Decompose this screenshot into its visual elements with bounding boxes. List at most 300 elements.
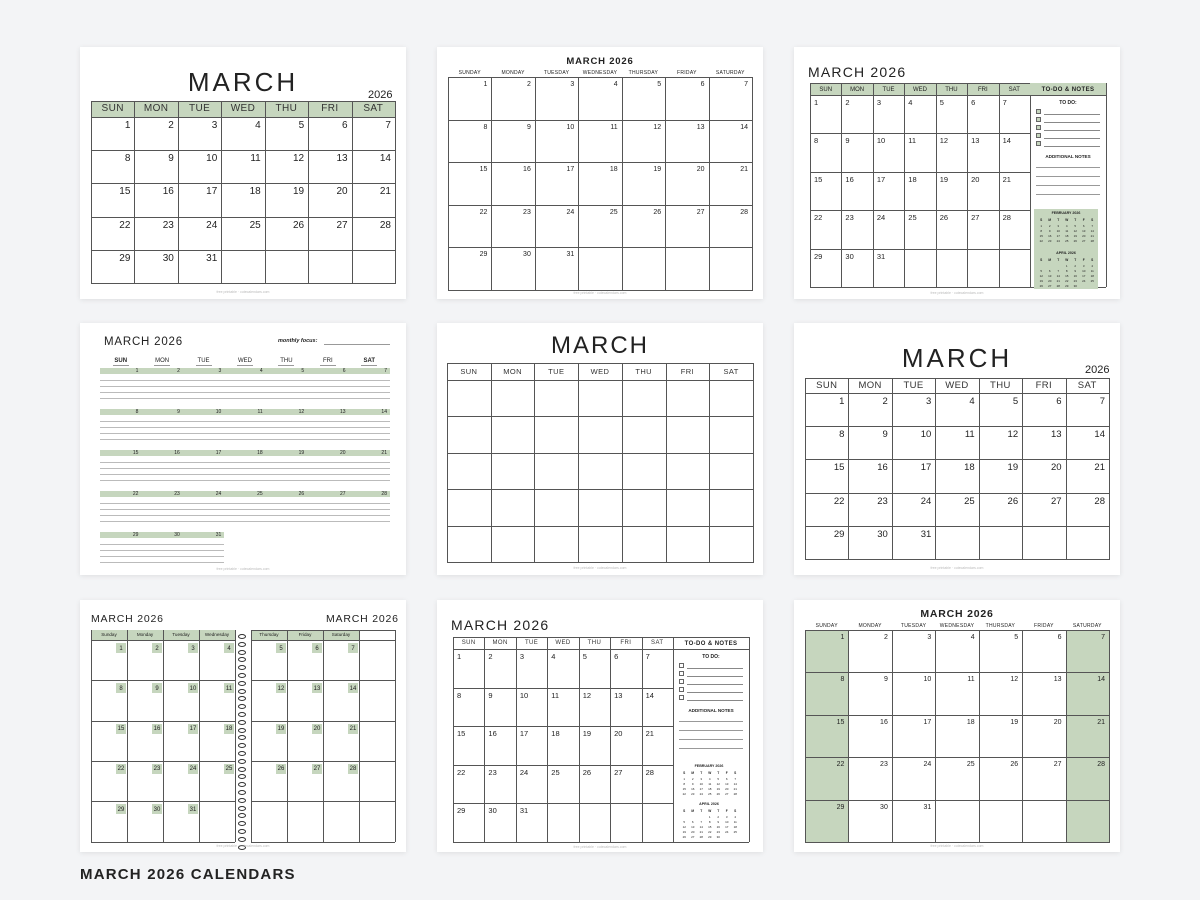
date-number: 27 — [614, 767, 623, 777]
weekday-label: MON — [850, 86, 865, 93]
date-number: 29 — [117, 806, 125, 813]
date-number: 10 — [923, 676, 932, 684]
date-number: 28 — [379, 219, 391, 231]
mini-date: 8 — [1040, 229, 1043, 233]
date-number: 2 — [882, 396, 888, 407]
mini-date: 28 — [1056, 284, 1060, 288]
date-number: 26 — [277, 766, 285, 773]
weekday-label: WED — [590, 366, 610, 376]
mini-date: 2 — [1048, 224, 1051, 228]
date-number: 11 — [257, 409, 263, 415]
date-number: 22 — [132, 491, 139, 497]
grid-line — [448, 162, 752, 163]
date-number: 22 — [119, 219, 131, 231]
date-number: 25 — [966, 761, 975, 769]
grid-line — [448, 205, 752, 206]
mini-weekday: T — [700, 809, 703, 813]
weekday-label: TUE — [197, 358, 210, 364]
grid-line — [892, 378, 893, 560]
calendar-card — [794, 600, 1120, 852]
weekday-label: SUNDAY — [458, 69, 481, 76]
mini-weekday: M — [691, 771, 695, 775]
weekday-label: SAT — [651, 640, 664, 646]
date-number: 6 — [700, 81, 705, 88]
grid-line — [810, 83, 1030, 84]
mini-date: 30 — [716, 835, 720, 839]
weekday-label: WED — [555, 640, 571, 646]
date-number: 16 — [845, 174, 854, 184]
month-title: MARCH 2026 — [326, 613, 399, 625]
weekday-label: Monday — [136, 632, 154, 637]
mini-date: 1 — [1065, 264, 1068, 268]
date-number: 25 — [257, 491, 263, 497]
writing-line — [100, 521, 390, 522]
grid-line — [447, 380, 753, 381]
mini-date: 23 — [691, 792, 695, 796]
mini-weekday: W — [708, 771, 712, 775]
grid-line — [453, 842, 673, 843]
date-number: 10 — [876, 136, 886, 146]
month-title: MARCH 2026 — [104, 336, 183, 348]
date-number: 7 — [384, 368, 387, 374]
grid-line — [453, 637, 673, 638]
notes-line — [679, 748, 743, 749]
mini-date: 7 — [1057, 269, 1060, 273]
date-number: 22 — [836, 761, 845, 769]
weekday-label: SATURDAY — [1072, 622, 1102, 629]
calendar-card — [794, 323, 1120, 575]
grid-line — [447, 363, 753, 364]
date-number: 31 — [920, 528, 932, 540]
mini-date: 21 — [1090, 234, 1094, 238]
mini-date: 10 — [1082, 269, 1086, 273]
grid-line — [251, 761, 395, 762]
date-number: 11 — [225, 685, 233, 692]
spiral-ring — [238, 806, 246, 811]
mini-date: 5 — [717, 777, 720, 781]
date-number: 20 — [614, 729, 623, 739]
mini-weekday: S — [734, 771, 737, 775]
writing-line — [100, 515, 390, 516]
date-number: 14 — [1094, 429, 1105, 441]
grid-line — [447, 453, 753, 454]
mini-weekday: F — [725, 809, 728, 813]
mini-date: 7 — [700, 820, 703, 824]
mini-date: 25 — [1065, 239, 1069, 243]
date-number: 14 — [645, 690, 654, 700]
mini-date: 13 — [725, 782, 729, 786]
date-number: 19 — [1010, 718, 1019, 726]
weekday-label: MON — [858, 379, 882, 391]
date-number: 26 — [298, 491, 305, 497]
mini-date: 11 — [1090, 269, 1094, 273]
weekday-label: FRI — [323, 358, 333, 364]
grid-line — [979, 630, 980, 843]
todo-panel-border — [673, 842, 749, 843]
mini-date: 2 — [717, 815, 720, 819]
mini-date: 3 — [725, 815, 728, 819]
grid-line — [805, 378, 1109, 379]
mini-date: 16 — [716, 825, 720, 829]
date-number: 2 — [883, 634, 888, 641]
mini-weekday: S — [683, 771, 686, 775]
date-number: 5 — [657, 81, 662, 88]
grid-line — [1022, 378, 1023, 560]
date-number: 11 — [967, 676, 975, 684]
date-number: 16 — [153, 726, 161, 733]
date-number: 21 — [349, 726, 357, 733]
mini-date: 24 — [1082, 279, 1086, 283]
date-number: 12 — [277, 685, 285, 692]
spiral-ring — [238, 634, 246, 639]
date-number: 26 — [1007, 495, 1019, 507]
spiral-ring — [238, 743, 246, 748]
todo-line — [687, 684, 743, 685]
calendar-card — [794, 47, 1120, 299]
todo-checkbox — [1036, 125, 1041, 130]
date-number: 4 — [259, 368, 263, 374]
weekday-label: WED — [237, 358, 252, 364]
todo-checkbox — [1036, 117, 1041, 122]
date-number: 21 — [379, 186, 391, 198]
grid-line — [534, 363, 535, 563]
weekend-cell-fill — [1066, 800, 1109, 842]
mini-date: 17 — [699, 787, 703, 791]
todo-label: TO DO: — [702, 654, 720, 660]
grid-line — [666, 363, 667, 563]
spiral-ring — [238, 689, 246, 694]
weekday-label: MON — [492, 640, 508, 646]
mini-date: 1 — [1040, 224, 1043, 228]
grid-line — [91, 101, 395, 102]
date-number: 10 — [566, 123, 575, 131]
date-number: 24 — [215, 491, 222, 497]
mini-date: 26 — [1073, 239, 1077, 243]
spiral-ring — [238, 774, 246, 779]
footer-text: free printable · cutecalendars.com — [573, 291, 627, 295]
weekday-label: SAT — [1008, 86, 1020, 93]
date-number: 3 — [876, 98, 882, 107]
date-number: 12 — [939, 136, 949, 146]
date-number: 28 — [645, 767, 654, 777]
grid-line — [251, 630, 252, 842]
weekday-label: TUE — [882, 86, 895, 93]
date-number: 27 — [971, 213, 980, 223]
weekday-label: TUE — [903, 379, 924, 391]
date-number: 31 — [566, 251, 575, 259]
weekday-label: THU — [635, 366, 652, 376]
date-number: 24 — [920, 495, 932, 507]
date-number: 5 — [1014, 634, 1019, 641]
date-number: 11 — [964, 429, 975, 441]
mini-date: 13 — [1082, 229, 1086, 233]
mini-date: 24 — [725, 830, 729, 834]
date-number: 21 — [1094, 462, 1105, 474]
mini-date: 20 — [691, 830, 695, 834]
mini-date: 16 — [1048, 234, 1052, 238]
calendar-card — [80, 600, 406, 852]
date-number: 4 — [969, 396, 975, 407]
grid-line — [642, 637, 643, 843]
date-number: 19 — [939, 174, 949, 184]
todo-checkbox — [679, 687, 684, 692]
mini-date: 19 — [716, 787, 720, 791]
grid-line — [359, 630, 360, 842]
date-number: 17 — [189, 726, 197, 733]
date-number: 5 — [582, 652, 587, 661]
mini-date: 6 — [725, 777, 728, 781]
grid-line — [235, 630, 236, 842]
grid-line — [178, 101, 179, 284]
weekday-underline — [320, 365, 336, 366]
page-caption: MARCH 2026 CALENDARS — [80, 866, 296, 883]
date-number: 3 — [211, 120, 218, 131]
grid-line — [134, 101, 135, 284]
date-number: 2 — [526, 81, 531, 88]
date-number: 18 — [225, 726, 233, 733]
mini-weekday: S — [1040, 258, 1043, 262]
todo-panel-border — [1106, 83, 1107, 287]
grid-line — [453, 688, 673, 689]
todo-checkbox — [1036, 141, 1041, 146]
date-number: 22 — [457, 767, 466, 777]
mini-date: 22 — [1065, 279, 1069, 283]
mini-weekday: S — [1040, 218, 1043, 222]
grid-line — [810, 83, 811, 288]
grid-line — [936, 83, 937, 288]
date-number: 11 — [250, 153, 261, 165]
date-number: 10 — [189, 685, 197, 692]
mini-weekday: S — [1091, 218, 1094, 222]
grid-line — [805, 842, 1109, 843]
calendar-card — [437, 323, 763, 575]
date-number: 4 — [255, 120, 261, 131]
weekday-label: TUE — [524, 640, 539, 646]
mini-date: 15 — [682, 787, 686, 791]
date-number: 29 — [814, 251, 823, 261]
date-number: 28 — [1002, 213, 1011, 223]
monthly-focus-line — [324, 344, 390, 345]
date-number: 26 — [1010, 761, 1019, 769]
date-number: 2 — [845, 98, 850, 107]
date-number: 13 — [313, 685, 321, 692]
mini-date: 18 — [733, 825, 737, 829]
date-number: 14 — [381, 409, 387, 415]
calendar-card — [437, 47, 763, 299]
date-number: 25 — [609, 208, 618, 216]
date-number: 14 — [1097, 676, 1105, 684]
mini-weekday: M — [1048, 258, 1052, 262]
date-number: 24 — [876, 213, 886, 223]
grid-line — [1022, 630, 1023, 843]
date-number: 1 — [814, 98, 819, 107]
mini-date: 25 — [1090, 279, 1094, 283]
date-number: 5 — [1012, 396, 1019, 407]
date-number: 13 — [336, 153, 348, 165]
todo-line — [1044, 138, 1100, 139]
date-number: 18 — [551, 729, 560, 739]
weekday-label: SUN — [114, 358, 128, 364]
mini-date: 27 — [725, 792, 729, 796]
weekday-label: SAT — [363, 103, 384, 114]
date-number: 14 — [379, 153, 391, 165]
date-number: 10 — [215, 409, 222, 415]
date-number: 28 — [381, 491, 387, 497]
grid-line — [709, 363, 710, 563]
mini-weekday: T — [717, 771, 720, 775]
grid-line — [265, 101, 266, 284]
weekday-label: Sunday — [101, 632, 117, 637]
spiral-ring — [238, 728, 246, 733]
grid-line — [805, 559, 1109, 560]
grid-line — [453, 803, 673, 804]
date-number: 22 — [117, 766, 125, 773]
mini-date: 14 — [1056, 274, 1060, 278]
date-number: 17 — [876, 174, 886, 184]
grid-line — [91, 283, 395, 284]
date-number: 17 — [920, 462, 932, 474]
weekday-label: SAT — [363, 358, 376, 364]
mini-weekday: W — [708, 809, 712, 813]
grid-line — [91, 640, 235, 641]
mini-date: 3 — [700, 777, 703, 781]
grid-line — [1066, 378, 1067, 560]
weekday-label: THURSDAY — [985, 622, 1016, 629]
grid-line — [447, 363, 448, 563]
weekday-label: WEDNESDAY — [582, 69, 618, 76]
spiral-ring — [238, 704, 246, 709]
date-number: 13 — [696, 123, 705, 131]
date-number: 26 — [582, 767, 592, 777]
todo-panel-border — [673, 637, 674, 842]
grid-line — [287, 630, 288, 842]
mini-date: 23 — [1073, 279, 1077, 283]
writing-line — [100, 562, 224, 563]
grid-line — [352, 101, 353, 284]
weekday-label: THURSDAY — [628, 69, 659, 76]
grid-line — [805, 393, 1109, 394]
date-number: 4 — [551, 652, 556, 661]
writing-line — [100, 427, 390, 428]
spiral-ring — [238, 798, 246, 803]
date-number: 24 — [566, 208, 575, 216]
grid-line — [935, 378, 936, 560]
mini-date: 16 — [1073, 274, 1077, 278]
mini-weekday: T — [1074, 258, 1077, 262]
mini-weekday: S — [683, 809, 686, 813]
spiral-ring — [238, 767, 246, 772]
grid-line — [251, 721, 395, 722]
todo-line — [687, 700, 743, 701]
grid-line — [848, 378, 849, 560]
writing-line — [100, 468, 390, 469]
grid-line — [979, 378, 980, 560]
date-number: 20 — [313, 726, 321, 733]
date-number: 2 — [177, 368, 180, 374]
date-number: 28 — [1097, 761, 1105, 769]
mini-date: 24 — [699, 792, 703, 796]
spiral-ring — [238, 673, 246, 678]
mini-weekday: S — [1091, 258, 1094, 262]
mini-date: 14 — [699, 825, 703, 829]
grid-line — [453, 765, 673, 766]
grid-line — [999, 83, 1000, 288]
weekday-label: WED — [230, 103, 256, 114]
grid-line — [516, 637, 517, 843]
weekday-label: SAT — [1077, 379, 1097, 391]
footer-text: free printable · cutecalendars.com — [216, 567, 270, 571]
mini-date: 9 — [1074, 269, 1077, 273]
grid-line — [810, 95, 1030, 96]
month-title: MARCH — [187, 67, 299, 97]
mini-date: 20 — [1048, 279, 1052, 283]
mini-date: 26 — [716, 792, 720, 796]
grid-line — [308, 101, 309, 284]
date-number: 5 — [301, 368, 305, 374]
mini-date: 27 — [1082, 239, 1086, 243]
grid-line — [91, 117, 395, 118]
date-number: 23 — [488, 767, 497, 777]
mini-date: 27 — [691, 835, 695, 839]
mini-weekday: M — [1048, 218, 1052, 222]
grid-line — [91, 630, 92, 842]
date-number: 15 — [833, 462, 845, 474]
todo-checkbox — [679, 663, 684, 668]
mini-date: 19 — [1073, 234, 1077, 238]
todo-checkbox — [679, 671, 684, 676]
date-number: 3 — [191, 645, 195, 652]
weekday-underline — [196, 365, 212, 366]
calendar-card — [80, 323, 406, 575]
spiral-ring — [238, 681, 246, 686]
date-number: 27 — [1053, 761, 1062, 769]
weekday-label: SUNDAY — [815, 622, 838, 629]
todo-line — [1044, 130, 1100, 131]
weekday-label: THU — [990, 379, 1011, 391]
date-number: 27 — [336, 219, 348, 231]
date-number: 3 — [519, 652, 525, 661]
grid-line — [448, 77, 752, 78]
notes-line — [679, 721, 743, 722]
date-number: 19 — [582, 729, 592, 739]
date-number: 19 — [298, 450, 305, 456]
weekday-label: FRI — [680, 366, 695, 376]
date-number: 18 — [609, 166, 618, 174]
date-number: 24 — [519, 767, 529, 777]
todo-line — [687, 668, 743, 669]
date-number: 12 — [1007, 429, 1019, 441]
date-number: 15 — [132, 450, 139, 456]
grid-line — [91, 721, 235, 722]
date-number: 21 — [381, 450, 387, 456]
grid-line — [810, 133, 1030, 134]
date-number: 7 — [744, 81, 748, 88]
date-number: 17 — [519, 729, 529, 739]
mini-date: 7 — [734, 777, 737, 781]
weekday-label: WED — [945, 379, 969, 391]
todo-label: TO DO: — [1059, 100, 1077, 106]
grid-line — [448, 247, 752, 248]
mini-date: 1 — [683, 777, 686, 781]
date-number: 9 — [845, 136, 850, 146]
date-number: 6 — [971, 98, 976, 107]
writing-line — [100, 421, 390, 422]
grid-line — [805, 672, 1109, 673]
todo-line — [687, 692, 743, 693]
date-number: 4 — [908, 98, 913, 107]
date-number: 5 — [279, 645, 283, 652]
mini-date: 3 — [1057, 224, 1060, 228]
